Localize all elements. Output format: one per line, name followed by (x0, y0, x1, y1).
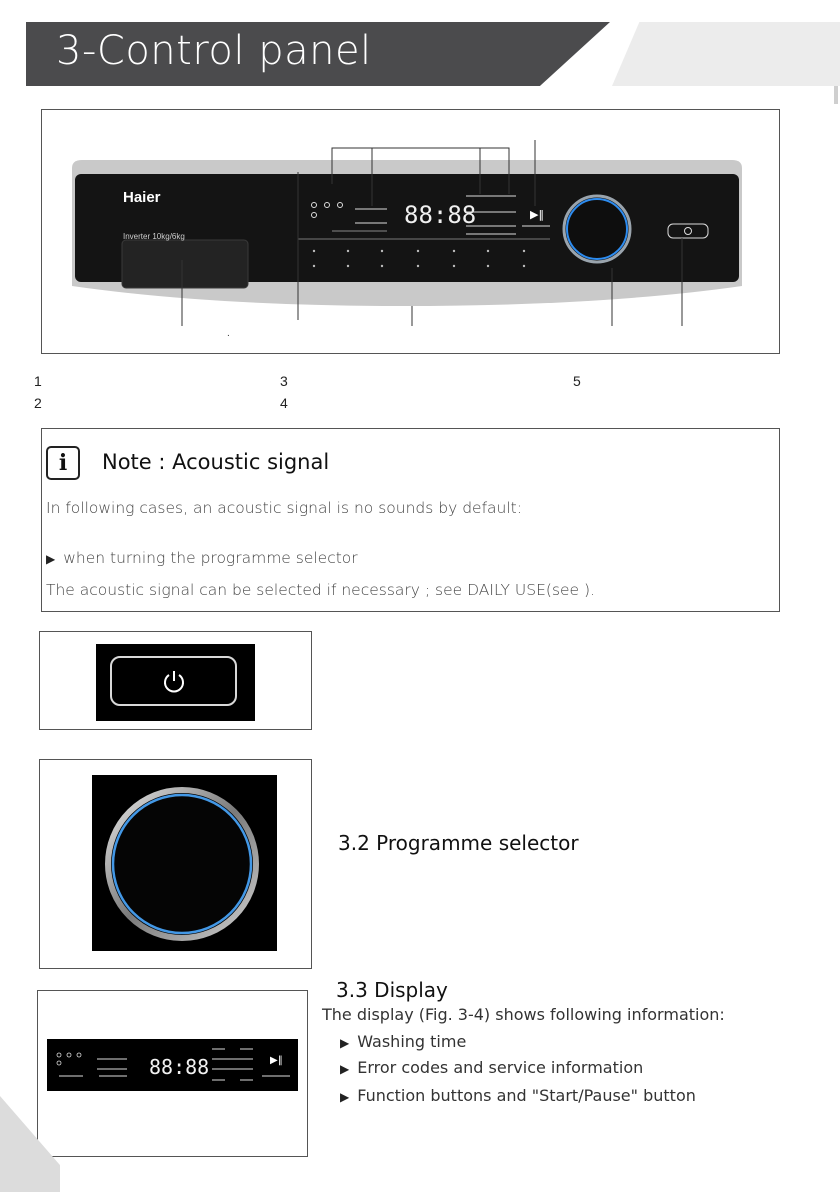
legend-2: 2 (34, 395, 42, 411)
display-bullet-2 (340, 1058, 643, 1077)
control-panel-figure (41, 109, 780, 354)
triangle-bullet-icon: ▶ (340, 1090, 350, 1104)
play-pause-icon: ▶‖ (270, 1055, 283, 1066)
power-panel (96, 644, 255, 721)
knob-panel (92, 775, 277, 951)
header-edge (834, 86, 838, 104)
programme-selector-figure (39, 759, 312, 969)
page-title: 3-Control panel (56, 28, 372, 74)
brand-logo: Haier (123, 189, 161, 206)
display-bullet-1 (340, 1032, 466, 1051)
note-bullet (46, 549, 358, 567)
model-line: Inverter 10kg/6kg (123, 232, 185, 241)
info-icon: i (46, 446, 80, 480)
header-accent (612, 22, 840, 86)
display-bullet-text: Error codes and service information (357, 1058, 644, 1077)
display-intro: The display (Fig. 3-4) shows following information: (322, 1005, 725, 1024)
panel-digits: 88:88 (404, 201, 477, 229)
section-3-3-heading: 3.3 Display (336, 978, 448, 1002)
display-bullet-3 (340, 1086, 696, 1105)
svg-text:▶‖: ▶‖ (530, 208, 544, 221)
section-3-2-heading: 3.2 Programme selector (338, 831, 579, 855)
note-title: Note : Acoustic signal (102, 450, 330, 474)
legend-1: 1 (34, 373, 42, 389)
power-icon (161, 668, 187, 694)
power-button (110, 656, 237, 706)
note-line-1: In following cases, an acoustic signal is no sounds by default: (46, 499, 522, 517)
legend-5: 5 (573, 373, 581, 389)
triangle-bullet-icon: ▶ (46, 552, 56, 566)
display-bullet-text: Function buttons and "Start/Pause" button (357, 1086, 696, 1105)
display-figure (37, 990, 308, 1157)
display-panel (47, 1039, 298, 1091)
control-panel-illustration (42, 110, 779, 353)
triangle-bullet-icon: ▶ (340, 1062, 350, 1076)
power-button-figure (39, 631, 312, 730)
note-box (41, 428, 780, 612)
programme-knob (92, 775, 277, 951)
triangle-bullet-icon: ▶ (340, 1036, 350, 1050)
display-digits: 88:88 (149, 1055, 210, 1079)
note-bullet-text: when turning the programme selector (63, 549, 358, 567)
legend-4: 4 (280, 395, 288, 411)
display-bullet-text: Washing time (357, 1032, 467, 1051)
stray-dot: . (227, 328, 230, 339)
legend-3: 3 (280, 373, 288, 389)
note-line-2: The acoustic signal can be selected if necessary ; see DAILY USE(see ). (46, 581, 595, 599)
